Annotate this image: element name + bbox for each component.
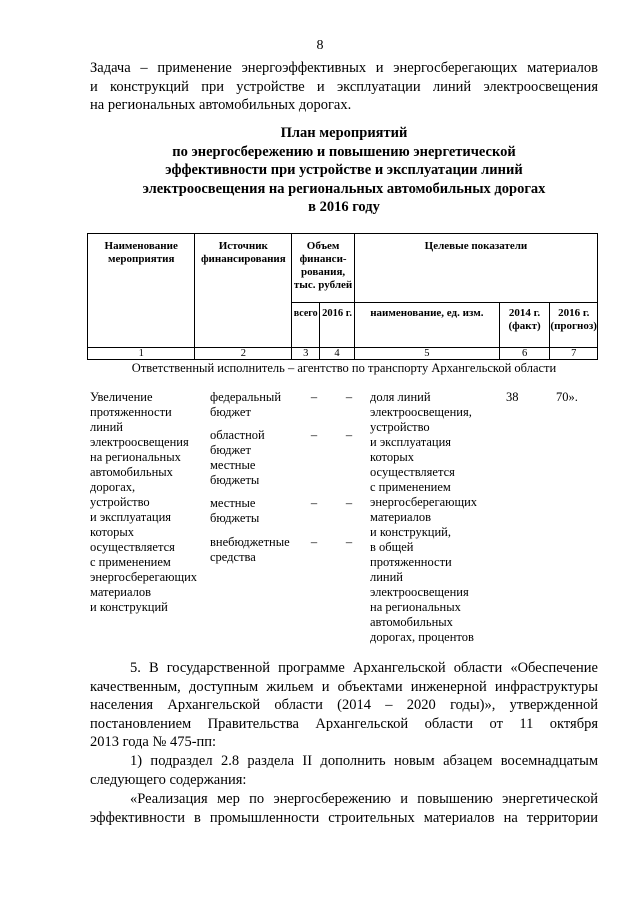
quote-line: «Реализация мер по энергосбережению и повышению энергетической [130, 791, 598, 807]
indicator-line: осуществляется [370, 465, 455, 479]
header-source: Источник финансирования [195, 234, 292, 348]
item5-line: населения Архангельской области (2014 – 2020 годы)», утвержденной [90, 697, 598, 713]
plan-title-line: эффективности при устройстве и эксплуатации линий [165, 162, 523, 178]
plan-title-line: в 2016 году [308, 199, 380, 215]
task-line: и конструкций при устройстве и эксплуатации линий электроосвещения [90, 78, 598, 95]
measure-line: материалов [90, 585, 152, 599]
indicator-line: с применением [370, 480, 451, 494]
source-cell-federal [210, 390, 281, 420]
source-line: бюджеты [210, 511, 260, 525]
source-line: областной [210, 428, 265, 442]
task-line: Задача – применение энергоэффективных и энергосберегающих материалов [90, 60, 598, 76]
header-indicator-name: наименование, ед. изм. [354, 303, 499, 348]
forecast-2016-value: 70». [556, 390, 578, 404]
header-2014-fact: 2014 г. (факт) [499, 303, 550, 348]
indicator-line: линий [370, 570, 403, 584]
indicator-line: и конструкций, [370, 525, 451, 539]
indicator-line: автомобильных [370, 615, 453, 629]
plan-title-line: электроосвещения на региональных автомобильных дорогах [142, 180, 546, 197]
header-volume: Объем финанси-рования, тыс. рублей [292, 234, 355, 303]
indicator-line: доля линий [370, 390, 431, 404]
total-value: – [310, 535, 318, 549]
measure-line: линий [90, 420, 123, 434]
indicator-line: устройство [370, 420, 430, 434]
column-number: 2 [195, 348, 292, 360]
measure-name-cell [90, 390, 197, 615]
column-number: 3 [292, 348, 320, 360]
measure-line: электроосвещения [90, 435, 189, 449]
header-target-indicators: Целевые показатели [354, 234, 597, 303]
indicator-line: электроосвещения, [370, 405, 472, 419]
plan-header-table [87, 233, 598, 360]
source-line: местные [210, 458, 256, 472]
subitem1-paragraph [90, 752, 598, 789]
indicator-cell [370, 390, 477, 645]
measure-line: осуществляется [90, 540, 175, 554]
total-value: – [310, 496, 318, 510]
quote-paragraph [90, 790, 598, 827]
measure-line: устройство [90, 495, 150, 509]
source-line: местные [210, 496, 256, 510]
quote-line: эффективности в промышленности строительных материалов на территории [90, 809, 598, 826]
indicator-line: которых [370, 450, 414, 464]
column-number: 5 [354, 348, 499, 360]
column-number: 4 [320, 348, 355, 360]
source-line: бюджеты [210, 473, 260, 487]
header-total: всего [292, 303, 320, 348]
total-value: – [310, 390, 318, 404]
value-2016: – [345, 535, 353, 549]
responsible-executor: Ответственный исполнитель – агентство по транспорту Архангельской области [131, 361, 557, 375]
page-number: 8 [316, 38, 324, 53]
column-number: 1 [88, 348, 195, 360]
item5-line: постановлением Правительства Архангельской области от 11 октября [90, 715, 598, 732]
item5-paragraph [90, 659, 598, 752]
value-2016: – [345, 428, 353, 442]
indicator-line: энергосберегающих [370, 495, 478, 509]
column-number: 6 [499, 348, 550, 360]
indicator-line: протяженности [370, 555, 452, 569]
source-line: бюджет [210, 443, 251, 457]
source-line: бюджет [210, 405, 251, 419]
plan-title-line: План мероприятий [280, 125, 408, 141]
header-2016: 2016 г. [320, 303, 355, 348]
indicator-line: в общей [370, 540, 414, 554]
source-line: средства [210, 550, 256, 564]
source-line: внебюджетные [210, 535, 290, 549]
value-2016: – [345, 496, 353, 510]
plan-title [90, 124, 598, 217]
measure-line: энергосберегающих [90, 570, 198, 584]
total-value: – [310, 428, 318, 442]
measure-line: дорогах, [90, 480, 136, 494]
measure-line: автомобильных [90, 465, 173, 479]
subitem1-line: 1) подраздел 2.8 раздела II дополнить новым абзацем восемнадцатым [130, 753, 598, 769]
measure-line: с применением [90, 555, 171, 569]
fact-2014-value: 38 [506, 390, 519, 404]
measure-line: которых [90, 525, 134, 539]
measure-line: на региональных [90, 450, 181, 464]
source-cell-extrabudgetary [210, 535, 290, 565]
item5-line: 2013 года № 475-пп: [90, 734, 217, 750]
plan-title-line: по энергосбережению и повышению энергетической [172, 143, 516, 160]
source-cell-local [210, 496, 259, 526]
task-paragraph [90, 59, 598, 115]
indicator-line: на региональных [370, 600, 461, 614]
task-line: на региональных автомобильных дорогах. [90, 97, 352, 113]
indicator-line: материалов [370, 510, 432, 524]
measure-line: Увеличение [90, 390, 153, 404]
measure-line: протяженности [90, 405, 172, 419]
header-2016-forecast: 2016 г. (прогноз) [550, 303, 598, 348]
indicator-line: дорогах, процентов [370, 630, 474, 644]
header-measure-name: Наименование мероприятия [88, 234, 195, 348]
value-2016: – [345, 390, 353, 404]
column-number: 7 [550, 348, 598, 360]
subitem1-line: следующего содержания: [90, 771, 247, 788]
measure-line: и эксплуатация [90, 510, 172, 524]
indicator-line: и эксплуатация [370, 435, 452, 449]
indicator-line: электроосвещения [370, 585, 469, 599]
measure-line: и конструкций [90, 600, 168, 614]
item5-line: 5. В государственной программе Архангельской области «Обеспечение [130, 660, 598, 676]
source-cell-regional [210, 428, 265, 488]
item5-line: качественным, доступным жильем и объектами инженерной инфраструктуры [90, 678, 598, 695]
source-line: федеральный [210, 390, 282, 404]
